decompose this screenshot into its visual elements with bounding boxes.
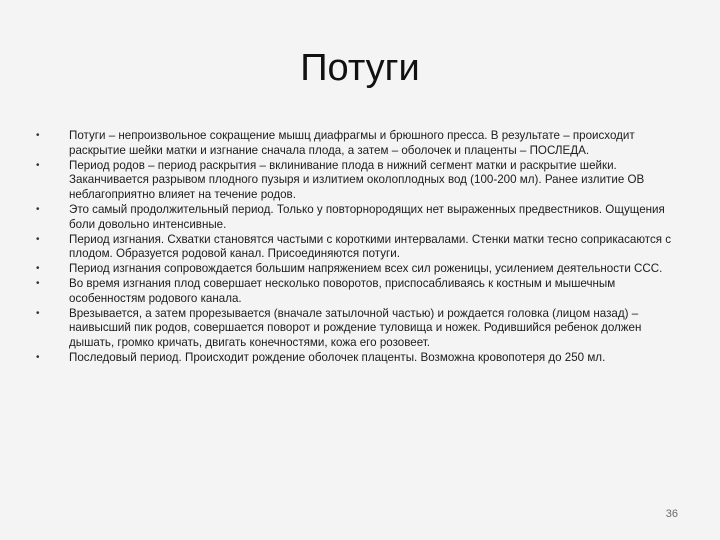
bullet-item — [36, 262, 686, 277]
slide-title: Потуги — [300, 47, 420, 89]
bullet-icon: • — [36, 159, 40, 171]
bullet-item — [36, 307, 686, 351]
bullet-icon: • — [36, 307, 40, 319]
bullet-item — [36, 159, 686, 203]
bullet-text: Период родов – период раскрытия – вклинивание плода в нижний сегмент матки и раскрытие шейки. Заканчивается разрывом плодного пузыря и излитием околоплодных вод (100-200 мл). Ранее излитие ОВ неблагоприятно влияет на течение родов. — [69, 158, 645, 202]
bullet-text: Потуги – непроизвольное сокращение мышц диафрагмы и брюшного пресса. В результате – происходит раскрытие шейки матки и изгнание сначала плода, а затем – оболочек и плаценты – ПОСЛЕДА. — [69, 129, 635, 157]
bullet-item — [36, 203, 686, 233]
bullet-icon: • — [36, 277, 40, 289]
bullet-text: Это самый продолжительный период. Только у повторнородящих нет выраженных предвестников. Ощущения боли довольно интенсивные. — [69, 202, 665, 231]
bullet-icon: • — [36, 233, 40, 245]
bullet-text: Врезывается, а затем прорезывается (вначале затылочной частью) и рождается головка (лицом назад) – наивысший пик родов, совершается поворот и рождение туловища и ножек. Родившийся ребенок должен дышать, громко кричать, двигать конечностями, кожа его розовеет. — [69, 306, 642, 350]
bullet-text: Во время изгнания плод совершает несколько поворотов, приспосабливаясь к костным и мышечным особенностям родового канала. — [69, 276, 616, 305]
bullet-icon: • — [36, 203, 40, 215]
bullet-item — [36, 351, 686, 366]
bullet-text: Период изгнания. Схватки становятся частыми с короткими интервалами. Стенки матки тесно соприкасаются с плодом. Образуется родовой канал. Присоединяются потуги. — [69, 232, 672, 261]
bullet-item — [36, 233, 686, 263]
bullet-text: Период изгнания сопровождается большим напряжением всех сил роженицы, усилением деятельности ССС. — [69, 262, 663, 276]
bullet-list — [36, 129, 686, 366]
bullet-text: Последовый период. Происходит рождение оболочек плаценты. Возможна кровопотеря до 250 мл. — [69, 350, 606, 364]
bullet-icon: • — [36, 351, 40, 363]
bullet-item — [36, 129, 686, 159]
page-number: 36 — [665, 508, 678, 520]
bullet-icon: • — [36, 263, 40, 275]
bullet-icon: • — [36, 130, 40, 141]
bullet-item — [36, 277, 686, 307]
